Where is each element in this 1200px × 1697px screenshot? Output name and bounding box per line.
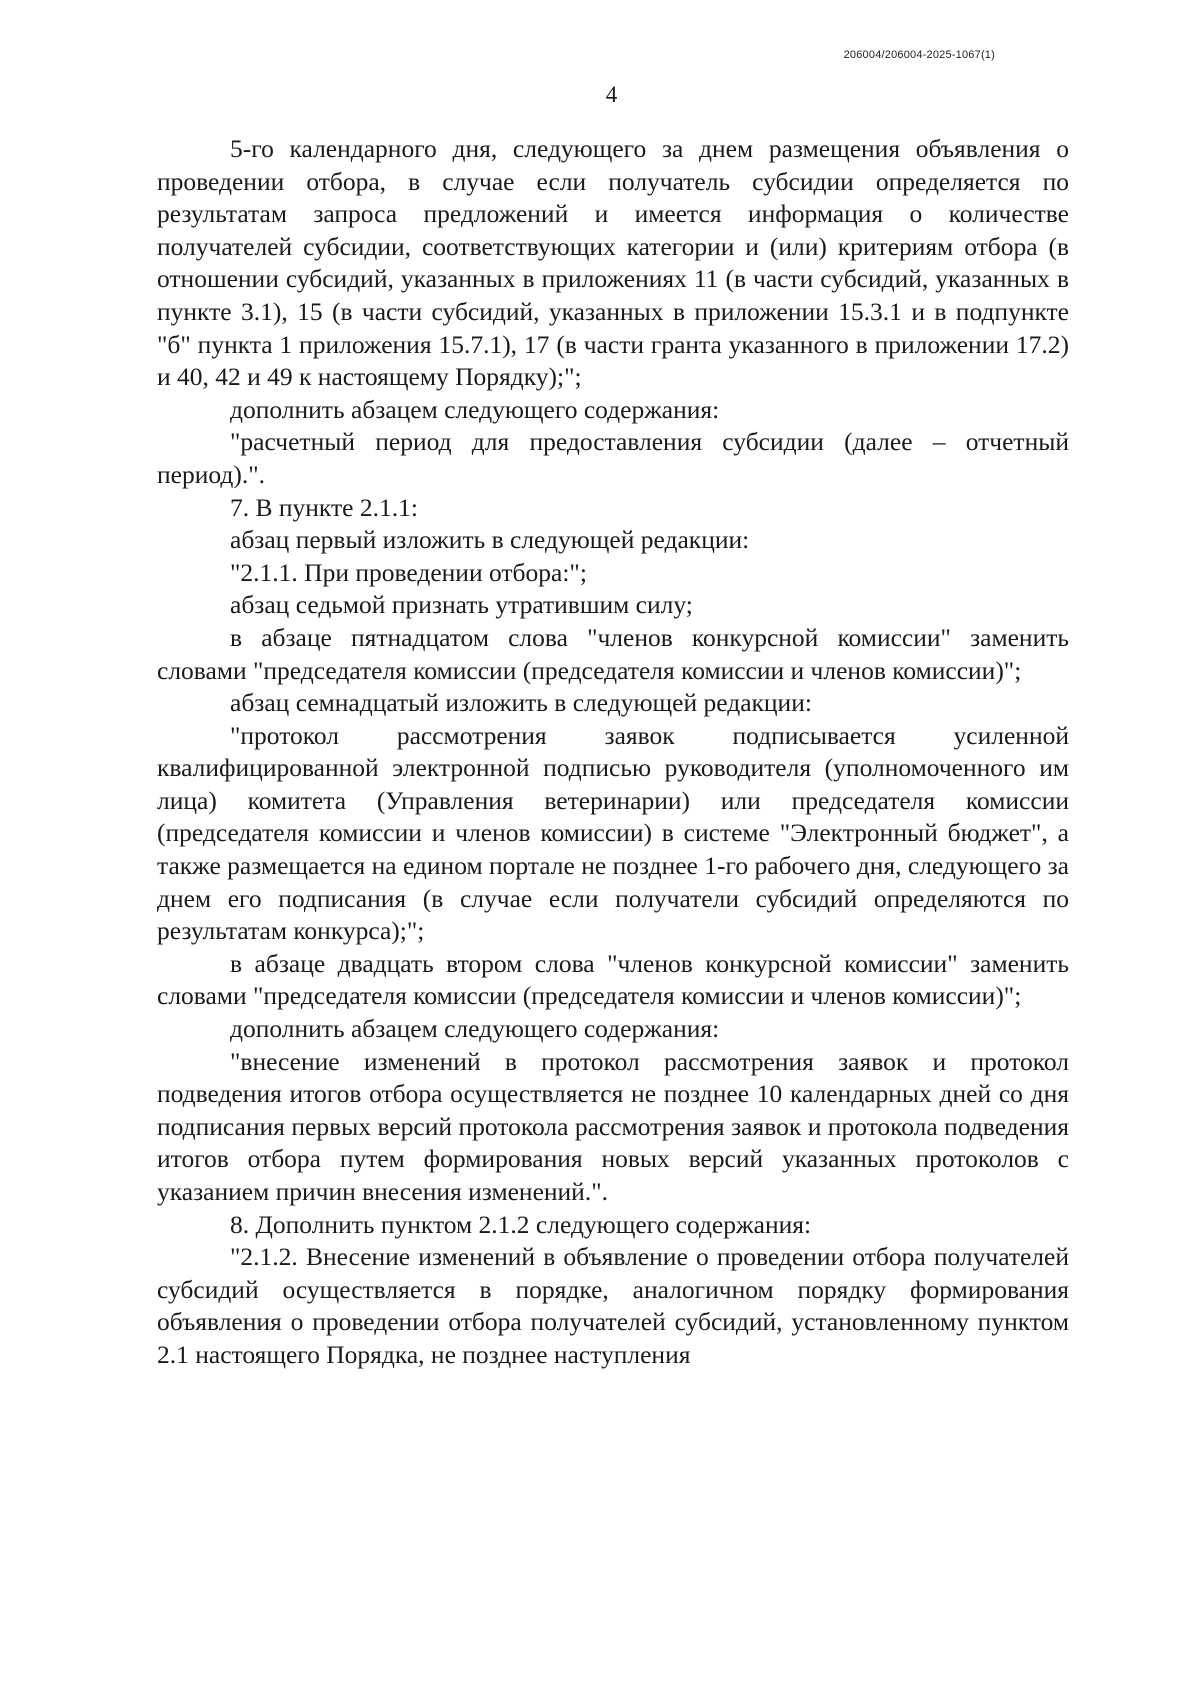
paragraph-reporting-period: "расчетный период для предоставления субсидии (далее – отчетный период).".: [157, 427, 1069, 489]
paragraph-item-8-heading: 8. Дополнить пунктом 2.1.2 следующего содержания:: [230, 1209, 812, 1239]
document-registration-number: 206004/206004-2025-1067(1): [843, 49, 995, 61]
paragraph-add-clause: дополнить абзацем следующего содержания:: [230, 394, 720, 424]
paragraph-fifteenth-clause-replace: в абзаце пятнадцатом слова "членов конкурсной комиссии" заменить словами "председателя комиссии (председателя комиссии и членов комиссии)";: [157, 622, 1069, 685]
paragraph-item-7-heading: 7. В пункте 2.1.1:: [230, 492, 418, 522]
paragraph-protocol-signing: "протокол рассмотрения заявок подписывается усиленной квалифицированной электронной подписью руководителя (уполномоченного им лица) комитета (Управления ветеринарии) или председателя комиссии (председателя комиссии и членов комиссии) в системе "Электронный бюджет", а также размещается на едином портале не позднее 1-го рабочего дня, следующего за днем его подписания (в случае если получатели субсидий определяются по результатам конкурса);";: [157, 720, 1069, 946]
page-number: 4: [605, 82, 618, 107]
paragraph-continuation-deadline: 5-го календарного дня, следующего за днем размещения объявления о проведении отбора, в случае если получатель субсидии определяется по результатам запроса предложений и имеется информация о количестве получателей субсидии, соответствующих категории и (или) критериям отбора (в отношении субсидий, указанных в приложениях 11 (в части субсидий, указанных в пункте 3.1), 15 (в части субсидий, указанных в приложении 15.3.1 и в подпункте "б" пункта 1 приложения 15.7.1), 17 (в части гранта указанного в приложении 17.2) и 40, 42 и 49 к настоящему Порядку);";: [157, 134, 1069, 392]
paragraph-twenty-second-clause-replace: в абзаце двадцать втором слова "членов конкурсной комиссии" заменить словами "председателя комиссии (председателя комиссии и членов комиссии)";: [157, 948, 1069, 1011]
paragraph-seventeenth-clause-new-wording: абзац семнадцатый изложить в следующей редакции:: [230, 688, 812, 718]
paragraph-2-1-1-text: "2.1.1. При проведении отбора:";: [230, 557, 587, 587]
document-body: [157, 133, 1069, 1372]
paragraph-protocol-amendments: "внесение изменений в протокол рассмотрения заявок и протокол подведения итогов отбора осуществляется не позднее 10 календарных дней со дня подписания первых версий протокола рассмотрения заявок и протокола подведения итогов отбора путем формирования новых версий указанных протоколов с указанием причин внесения изменений.".: [157, 1046, 1069, 1206]
paragraph-seventh-clause-void: абзац седьмой признать утратившим силу;: [230, 590, 693, 620]
paragraph-first-clause-new-wording: абзац первый изложить в следующей редакции:: [230, 525, 750, 555]
paragraph-add-clause-2: дополнить абзацем следующего содержания:: [230, 1014, 720, 1044]
paragraph-2-1-2-text: "2.1.2. Внесение изменений в объявление о проведении отбора получателей субсидий осуществляется в порядке, аналогичном порядку формирования объявления о проведении отбора получателей субсидий, установленному пунктом 2.1 настоящего Порядка, не позднее наступления: [157, 1242, 1069, 1369]
